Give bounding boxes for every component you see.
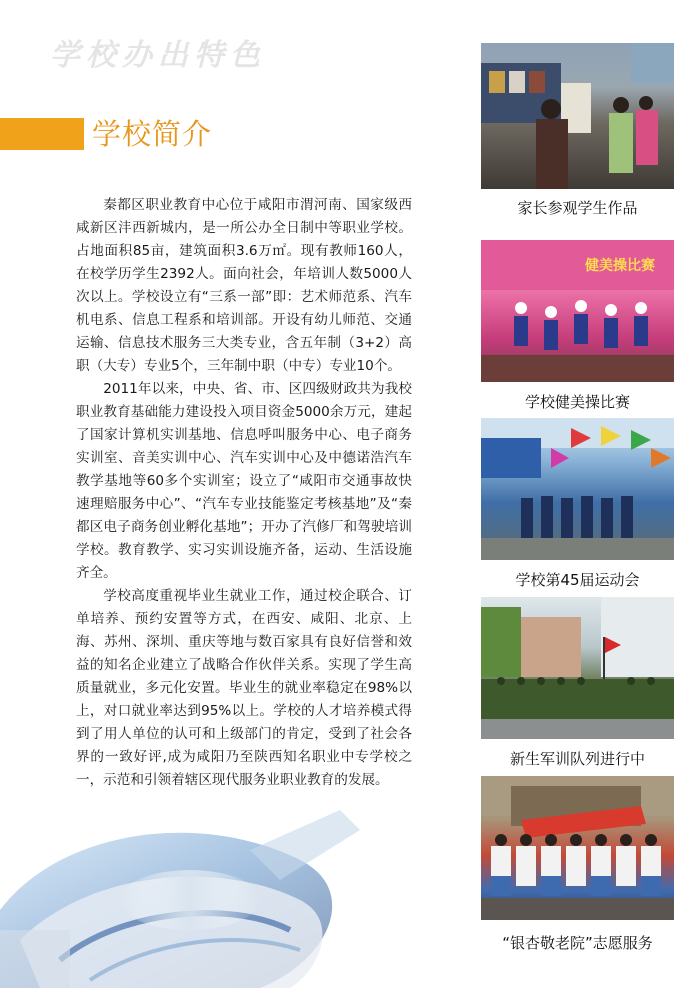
- photo-volunteer-service: [481, 776, 674, 920]
- paragraph: 学校高度重视毕业生就业工作，通过校企联合、订单培养、预约安置等方式，在西安、咸阳、北京、上海、苏州、深圳、重庆等地与数百家具有良好信誉和效益的知名企业建立了战略合作伙伴关系。实现了学生高质量就业，多元化安置。毕业生的就业率稳定在98%以上，对口就业率达到95%以上。学校的人才培养模式得到了用人单位的认可和上级部门的肯定，受到了社会各界的一致好评,成为咸阳乃至陕西知名职业中专学校之一，示范和引领着辖区现代服务业职业教育的发展。: [76, 588, 412, 788]
- page-title: 学校简介: [92, 117, 213, 151]
- photo-caption: 学校第45届运动会: [515, 571, 640, 589]
- section-watermark: 学校办出特色: [50, 38, 266, 73]
- photo-sports-meet: [481, 418, 674, 560]
- photo-caption: 学校健美操比赛: [524, 393, 630, 411]
- photo-caption: 新生军训队列进行中: [509, 750, 645, 768]
- photo-aerobics-competition: [481, 240, 674, 382]
- photo-military-training: [481, 597, 674, 739]
- photo-parents-viewing-work: [481, 43, 674, 189]
- paragraph: 秦都区职业教育中心位于咸阳市渭河南、国家级西咸新区沣西新城内，是一所公办全日制中等职业学校。占地面积85亩，建筑面积3.6万㎡。现有教师160人，在校学历学生2392人。面向社会，年培训人数5000人次以上。学校设立有“三系一部”即：艺术师范系、汽车机电系、信息工程系和培训部。开设有幼儿师范、交通运输、信息技术服务三大类专业，含五年制（3+2）高职（大专）专业5个，三年制中职（中专）专业10个。: [76, 197, 412, 374]
- intro-text: [76, 194, 412, 792]
- photo-caption: 家长参观学生作品: [517, 199, 638, 217]
- decorative-swirl-graphic: [0, 790, 480, 988]
- paragraph: 2011年以来，中央、省、市、区四级财政共为我校职业教育基础能力建设投入项目资金5000余万元，建起了国家计算机实训基地、信息呼叫服务中心、电子商务实训室、音美实训中心、汽车实训中心及中德诺浩汽车教学基地等60多个实训室；设立了“咸阳市交通事故快速理赔服务中心”、“汽车专业技能鉴定考核基地”及“秦都区电子商务创业孵化基地”；开办了汽修厂和驾驶培训学校。教育教学、实习实训设施齐备，运动、生活设施齐全。: [76, 381, 412, 581]
- photo-banner-text: 健美操比赛: [585, 258, 655, 274]
- title-accent-bar: [0, 118, 84, 150]
- photo-caption: “银杏敬老院”志愿服务: [502, 934, 653, 952]
